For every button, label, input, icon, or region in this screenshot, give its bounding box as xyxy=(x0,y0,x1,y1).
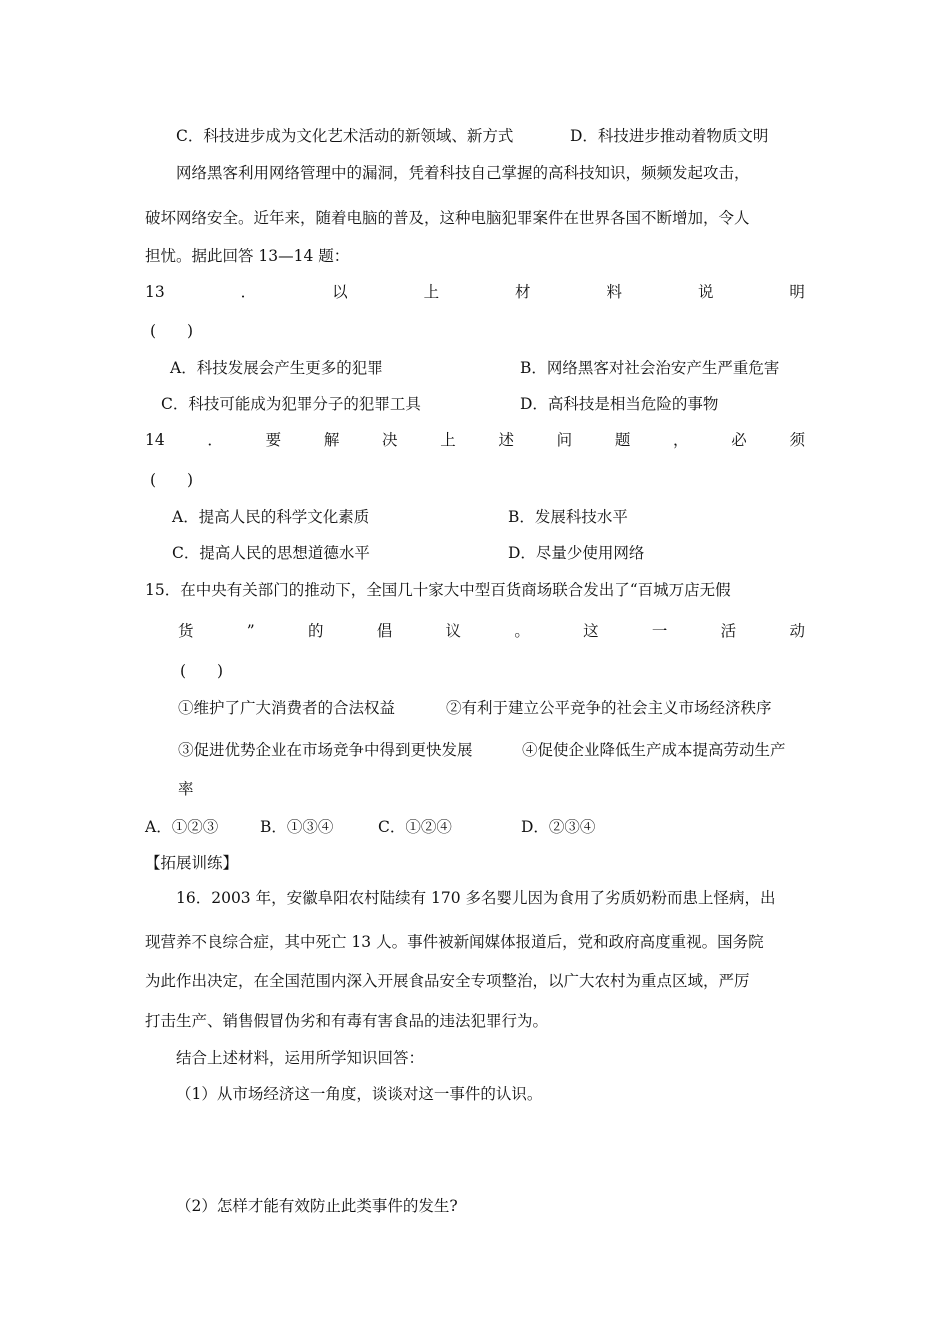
q15-option-b: B．①③④ xyxy=(260,818,334,836)
q14-stem-char: 问 xyxy=(556,431,573,449)
q14-stem-char: 解 xyxy=(323,431,340,449)
q13-stem-char: 材 xyxy=(515,283,531,301)
q15-option-a: A．①②③ xyxy=(145,818,219,836)
q13-stem-char: 说 xyxy=(697,283,714,301)
q14-stem xyxy=(145,430,805,450)
q15-stem-char: 议 xyxy=(445,622,462,640)
q13-stem-char: ． xyxy=(240,283,257,301)
q14-option-b: B．发展科技水平 xyxy=(508,508,628,526)
q15-stem-line-2 xyxy=(178,621,805,641)
q13-stem-char: 13 xyxy=(145,283,165,301)
q15-item-1: ①维护了广大消费者的合法权益 xyxy=(178,699,396,717)
q16-subquestion-1: （1）从市场经济这一角度，谈谈对这一事件的认识。 xyxy=(176,1085,543,1103)
q14-answer-paren: ( ) xyxy=(150,471,194,489)
q13-option-c: C．科技可能成为犯罪分子的犯罪工具 xyxy=(161,395,421,413)
q13-stem-char: 明 xyxy=(789,283,805,301)
q15-option-d: D．②③④ xyxy=(521,818,596,836)
material-line-3: 担忧。据此回答 13—14 题： xyxy=(145,247,350,265)
material-line-2: 破坏网络安全。近年来，随着电脑的普及，这种电脑犯罪案件在世界各国不断增加，令人 xyxy=(145,209,750,227)
q15-stem-char: 动 xyxy=(789,622,805,640)
q15-stem-line-1: 15．在中央有关部门的推动下，全国几十家大中型百货商场联合发出了“百城万店无假 xyxy=(145,581,731,599)
q15-stem-char: 货 xyxy=(178,622,194,640)
section-title: 【拓展训练】 xyxy=(145,854,239,872)
q14-stem-char: 要 xyxy=(265,431,282,449)
q16-instruction: 结合上述材料，运用所学知识回答： xyxy=(176,1049,425,1067)
q14-stem-char: 必 xyxy=(731,431,747,449)
q13-option-d: D．高科技是相当危险的事物 xyxy=(520,395,719,413)
q13-option-a: A．科技发展会产生更多的犯罪 xyxy=(170,359,383,377)
q12-option-c: C．科技进步成为文化艺术活动的新领域、新方式 xyxy=(176,127,514,145)
q13-option-b: B．网络黑客对社会治安产生严重危害 xyxy=(520,359,780,377)
q15-stem-char: ” xyxy=(246,622,255,640)
q16-line-2: 现营养不良综合症，其中死亡 13 人。事件被新闻媒体报道后，党和政府高度重视。国务院 xyxy=(145,933,764,951)
q15-stem-char: 倡 xyxy=(376,622,393,640)
q14-stem-char: 述 xyxy=(498,431,514,449)
q13-stem-char: 料 xyxy=(606,283,622,301)
q13-answer-paren: ( ) xyxy=(150,322,194,340)
q16-line-3: 为此作出决定，在全国范围内深入开展食品安全专项整治，以广大农村为重点区域，严厉 xyxy=(145,972,750,990)
q14-stem-char: ． xyxy=(207,431,223,449)
q14-stem-char: 14 xyxy=(145,431,165,449)
q14-stem-char: 须 xyxy=(789,431,805,449)
q15-stem-char: 活 xyxy=(720,622,737,640)
q14-option-d: D．尽量少使用网络 xyxy=(508,544,645,562)
q15-item-2: ②有利于建立公平竞争的社会主义市场经济秩序 xyxy=(446,699,772,717)
material-line-1: 网络黑客利用网络管理中的漏洞，凭着科技自己掌握的高科技知识，频频发起攻击， xyxy=(176,164,750,182)
q15-item-4-continued: 率 xyxy=(178,780,194,798)
q14-option-c: C．提高人民的思想道德水平 xyxy=(172,544,370,562)
q13-stem-char: 以 xyxy=(332,283,348,301)
q15-option-c: C．①②④ xyxy=(378,818,452,836)
q13-stem xyxy=(145,282,805,302)
q15-stem-char: 这 xyxy=(583,622,599,640)
q15-item-3: ③促进优势企业在市场竞争中得到更快发展 xyxy=(178,741,473,759)
q15-stem-char: 一 xyxy=(651,622,668,640)
q14-stem-char: 上 xyxy=(440,431,456,449)
q12-option-d: D．科技进步推动着物质文明 xyxy=(570,127,769,145)
q16-subquestion-2: （2）怎样才能有效防止此类事件的发生? xyxy=(176,1197,458,1215)
q16-line-4: 打击生产、销售假冒伪劣和有毒有害食品的违法犯罪行为。 xyxy=(145,1012,549,1030)
q13-stem-char: 上 xyxy=(423,283,440,301)
q14-stem-char: 题 xyxy=(614,431,631,449)
q14-option-a: A．提高人民的科学文化素质 xyxy=(172,508,370,526)
q15-stem-char: 的 xyxy=(307,622,324,640)
q15-item-4: ④促使企业降低生产成本提高劳动生产 xyxy=(522,741,786,759)
q14-stem-char: 决 xyxy=(382,431,398,449)
q15-stem-char: 。 xyxy=(514,622,530,640)
q15-answer-paren: ( ) xyxy=(180,662,224,680)
q16-line-1: 16．2003 年，安徽阜阳农村陆续有 170 多名婴儿因为食用了劣质奶粉而患上怪病，出 xyxy=(176,889,776,907)
q14-stem-char: ， xyxy=(673,431,689,449)
